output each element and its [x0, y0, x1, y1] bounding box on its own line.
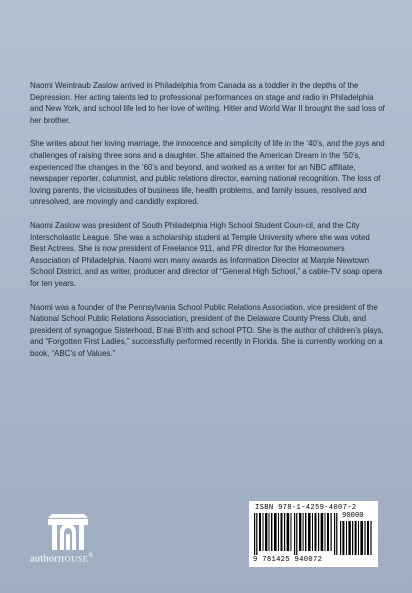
paragraph-3: Naomi Zaslow was president of South Philadelphia High School Student Coun-cil, and the City Interscholastic League. She was a scholarship student at Temple University where she was voted Best Actress. She is now president of Freelance 911, and PR director for the Homeowners Association of Philadelphia. Naomi won many awards as Information Director at Marple Newtown School District, and as writer, producer and director of “General High School,” a cable-TV soap opera for ten years. [30, 220, 383, 288]
building-icon [46, 510, 90, 550]
book-description [30, 80, 385, 371]
paragraph-1: Naomi Weintraub Zaslow arrived in Philadelphia from Canada as a toddler in the depths of the Depression. Her acting talents led to professional performances on stage and radio in Philadelphia and New York, and school life led to her love of writing. Hitler and World War II brought the sad loss of her brother. [30, 81, 385, 125]
isbn-barcode [249, 501, 378, 567]
price-addon: 90000 [342, 512, 364, 520]
ean-barcode [254, 513, 339, 555]
paragraph-4: Naomi was a founder of the Pennsylvania School Public Relations Association, vice president of the National School Public Relations Association, president of the Delaware County Press Club, and president of synagogue Sisterhood, B’nai B’rith and school PTO. She is the author of children’s plays, and “Forgotten First Ladies,” successfully performed recently in Florida. She is currently working on a book, “ABC’s of Values.” [30, 302, 384, 358]
paragraph-2: She writes about her loving marriage, the innocence and simplicity of life in the ‘40’s, and the joys and challenges of raising three sons and a daughter. She attained the American Dream in the ‘50’s, experienced the changes in the ‘60’s and beyond, and worked as a writer for an NBC affiliate, newspaper reporter, columnist, and public relations director, earning national recognition. The loss of loving parents, the vicissitudes of business life, health problems, and family issues, resolved and unresolved, are movingly and candidly explored. [30, 139, 385, 207]
isbn-label: ISBN 978-1-4259-4007-2 [255, 504, 357, 512]
publisher-wordmark: authorHOUSE® [30, 553, 94, 565]
addon-barcode [340, 521, 372, 555]
publisher-logo [30, 510, 130, 570]
barcode-digits: 9 781425 940072 [253, 556, 323, 564]
